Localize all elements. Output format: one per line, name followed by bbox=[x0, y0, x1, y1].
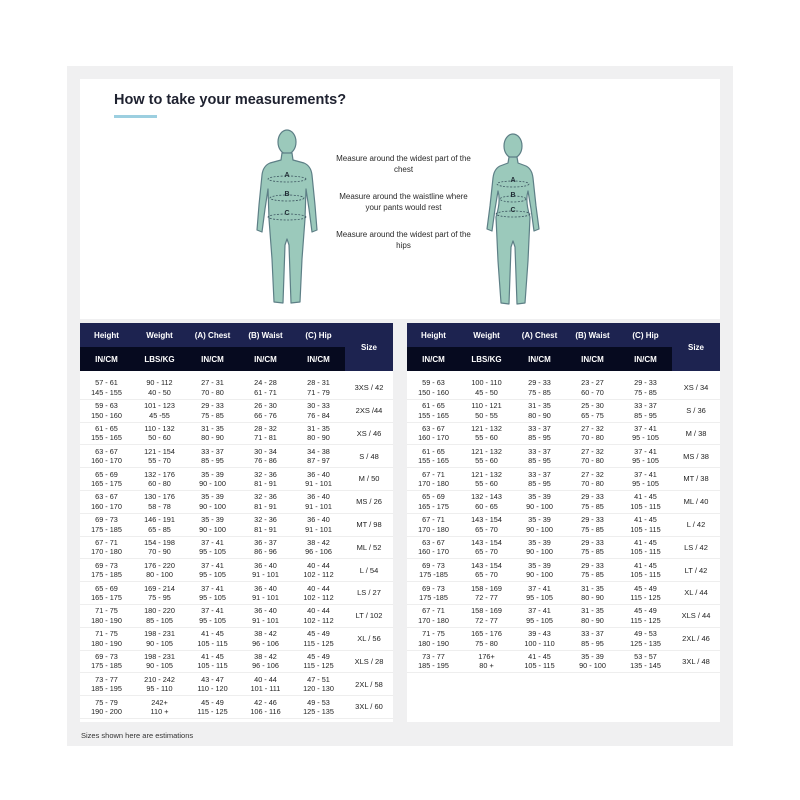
cell-hip: 41 - 45 105 - 115 bbox=[619, 536, 672, 559]
cell-weight: 198 - 231 90 - 105 bbox=[133, 650, 186, 673]
cell-chest: 35 - 39 90 - 100 bbox=[513, 536, 566, 559]
cell-hip: 41 - 45 105 - 115 bbox=[619, 490, 672, 513]
cell-waist: 40 - 44 101 - 111 bbox=[239, 673, 292, 696]
cell-chest: 41 - 45 105 - 115 bbox=[186, 627, 239, 650]
cell-size: LS / 42 bbox=[672, 536, 720, 559]
page-title: How to take your measurements? bbox=[114, 92, 347, 108]
cell-height: 63 - 67 160 - 170 bbox=[80, 490, 133, 513]
cell-height: 69 - 73 175 -185 bbox=[407, 559, 460, 582]
cell-hip: 49 - 53 125 - 135 bbox=[619, 627, 672, 650]
table-row bbox=[80, 582, 393, 605]
cell-waist: 33 - 37 85 - 95 bbox=[566, 627, 619, 650]
cell-waist: 27 - 32 70 - 80 bbox=[566, 422, 619, 445]
waist-instruction: Measure around the waistline where your pants would rest bbox=[339, 192, 468, 212]
cell-weight: 90 - 112 40 - 50 bbox=[133, 377, 186, 399]
cell-size: MS / 26 bbox=[345, 490, 393, 513]
cell-height: 67 - 71 170 - 180 bbox=[407, 604, 460, 627]
cell-size: ML / 52 bbox=[345, 536, 393, 559]
cell-height: 59 - 63 150 - 160 bbox=[407, 377, 460, 399]
cell-size: S / 48 bbox=[345, 445, 393, 468]
header-weight: Weight bbox=[460, 323, 513, 347]
cell-hip: 29 - 33 75 - 85 bbox=[619, 377, 672, 399]
cell-chest: 31 - 35 80 - 90 bbox=[513, 399, 566, 422]
header-waist: (B) Waist bbox=[566, 323, 619, 347]
header-size: Size bbox=[345, 323, 393, 371]
cell-chest: 33 - 37 85 - 95 bbox=[186, 445, 239, 468]
cell-waist: 32 - 36 81 - 91 bbox=[239, 490, 292, 513]
cell-hip: 45 - 49 115 - 125 bbox=[292, 627, 345, 650]
female-body-figure bbox=[484, 131, 542, 309]
mens-size-table-body bbox=[80, 371, 393, 718]
cell-waist: 29 - 33 75 - 85 bbox=[566, 559, 619, 582]
cell-waist: 31 - 35 80 - 90 bbox=[566, 582, 619, 605]
table-row bbox=[407, 513, 720, 536]
cell-size: LS / 27 bbox=[345, 582, 393, 605]
header-chest: (A) Chest bbox=[513, 323, 566, 347]
cell-height: 63 - 67 160 - 170 bbox=[407, 536, 460, 559]
subheader-height-unit: IN/CM bbox=[407, 347, 460, 371]
cell-waist: 29 - 33 75 - 85 bbox=[566, 513, 619, 536]
cell-size: S / 36 bbox=[672, 399, 720, 422]
table-row bbox=[80, 673, 393, 696]
hip-instruction: Measure around the widest part of the hips bbox=[336, 230, 471, 250]
cell-size: MT / 98 bbox=[345, 513, 393, 536]
cell-hip: 47 - 51 120 - 130 bbox=[292, 673, 345, 696]
label-a-female: A bbox=[510, 177, 516, 184]
cell-size: 3XL / 60 bbox=[345, 696, 393, 719]
cell-chest: 37 - 41 95 - 105 bbox=[186, 536, 239, 559]
table-row bbox=[80, 513, 393, 536]
cell-waist: 29 - 33 75 - 85 bbox=[566, 490, 619, 513]
cell-hip: 45 - 49 115 - 125 bbox=[619, 582, 672, 605]
chest-instruction: Measure around the widest part of the chest bbox=[336, 154, 471, 174]
cell-weight: 198 - 231 90 - 105 bbox=[133, 627, 186, 650]
cell-hip: 34 - 38 87 - 97 bbox=[292, 445, 345, 468]
cell-chest: 37 - 41 95 - 105 bbox=[186, 604, 239, 627]
cell-weight: 169 - 214 75 - 95 bbox=[133, 582, 186, 605]
cell-height: 67 - 71 170 - 180 bbox=[80, 536, 133, 559]
cell-chest: 33 - 37 85 - 95 bbox=[513, 445, 566, 468]
cell-size: XLS / 44 bbox=[672, 604, 720, 627]
title-underline bbox=[114, 115, 157, 118]
cell-hip: 45 - 49 115 - 125 bbox=[292, 650, 345, 673]
cell-size: 3XS / 42 bbox=[345, 377, 393, 399]
cell-weight: 100 - 110 45 - 50 bbox=[460, 377, 513, 399]
cell-height: 75 - 79 190 - 200 bbox=[80, 696, 133, 719]
subheader-chest-unit: IN/CM bbox=[186, 347, 239, 371]
cell-size: 3XL / 48 bbox=[672, 650, 720, 673]
cell-size: XLS / 28 bbox=[345, 650, 393, 673]
table-row bbox=[80, 490, 393, 513]
cell-weight: 176 - 220 80 - 100 bbox=[133, 559, 186, 582]
cell-chest: 35 - 39 90 - 100 bbox=[513, 513, 566, 536]
header-size: Size bbox=[672, 323, 720, 371]
table-row bbox=[407, 650, 720, 673]
subheader-height-unit: IN/CM bbox=[80, 347, 133, 371]
table-row bbox=[407, 422, 720, 445]
table-row bbox=[80, 377, 393, 399]
womens-size-table bbox=[407, 323, 720, 673]
cell-weight: 158 - 169 72 - 77 bbox=[460, 604, 513, 627]
cell-hip: 40 - 44 102 - 112 bbox=[292, 582, 345, 605]
table-row bbox=[407, 490, 720, 513]
cell-hip: 37 - 41 95 - 105 bbox=[619, 422, 672, 445]
header-height: Height bbox=[407, 323, 460, 347]
cell-size: MS / 38 bbox=[672, 445, 720, 468]
cell-waist: 28 - 32 71 - 81 bbox=[239, 422, 292, 445]
table-row bbox=[407, 582, 720, 605]
cell-hip: 36 - 40 91 - 101 bbox=[292, 490, 345, 513]
cell-height: 69 - 73 175 - 185 bbox=[80, 513, 133, 536]
cell-waist: 38 - 42 96 - 106 bbox=[239, 650, 292, 673]
cell-weight: 132 - 143 60 - 65 bbox=[460, 490, 513, 513]
table-row bbox=[407, 559, 720, 582]
table-row bbox=[407, 627, 720, 650]
cell-weight: 101 - 123 45 -55 bbox=[133, 399, 186, 422]
subheader-chest-unit: IN/CM bbox=[513, 347, 566, 371]
cell-weight: 146 - 191 65 - 85 bbox=[133, 513, 186, 536]
cell-waist: 25 - 30 65 - 75 bbox=[566, 399, 619, 422]
table-row bbox=[80, 399, 393, 422]
cell-height: 73 - 77 185 - 195 bbox=[80, 673, 133, 696]
cell-hip: 45 - 49 115 - 125 bbox=[619, 604, 672, 627]
cell-chest: 39 - 43 100 - 110 bbox=[513, 627, 566, 650]
cell-height: 73 - 77 185 - 195 bbox=[407, 650, 460, 673]
cell-hip: 40 - 44 102 - 112 bbox=[292, 604, 345, 627]
table-row bbox=[80, 536, 393, 559]
cell-waist: 42 - 46 106 - 116 bbox=[239, 696, 292, 719]
cell-height: 59 - 63 150 - 160 bbox=[80, 399, 133, 422]
table-row bbox=[80, 468, 393, 491]
cell-waist: 36 - 40 91 - 101 bbox=[239, 559, 292, 582]
cell-waist: 23 - 27 60 - 70 bbox=[566, 377, 619, 399]
cell-waist: 36 - 40 91 - 101 bbox=[239, 604, 292, 627]
label-a-male: A bbox=[284, 172, 290, 179]
cell-height: 67 - 71 170 - 180 bbox=[407, 468, 460, 491]
cell-hip: 53 - 57 135 - 145 bbox=[619, 650, 672, 673]
cell-weight: 121 - 132 55 - 60 bbox=[460, 468, 513, 491]
cell-chest: 33 - 37 85 - 95 bbox=[513, 422, 566, 445]
cell-height: 71 - 75 180 - 190 bbox=[407, 627, 460, 650]
cell-height: 57 - 61 145 - 155 bbox=[80, 377, 133, 399]
label-c-male: C bbox=[284, 210, 290, 217]
cell-waist: 32 - 36 81 - 91 bbox=[239, 513, 292, 536]
cell-chest: 35 - 39 90 - 100 bbox=[186, 490, 239, 513]
cell-hip: 49 - 53 125 - 135 bbox=[292, 696, 345, 719]
footnote: Sizes shown here are estimations bbox=[81, 731, 194, 740]
cell-size: XL / 44 bbox=[672, 582, 720, 605]
cell-waist: 27 - 32 70 - 80 bbox=[566, 468, 619, 491]
cell-height: 65 - 69 165 - 175 bbox=[80, 468, 133, 491]
cell-waist: 26 - 30 66 - 76 bbox=[239, 399, 292, 422]
cell-size: XS / 34 bbox=[672, 377, 720, 399]
table-row bbox=[407, 468, 720, 491]
table-row bbox=[407, 377, 720, 399]
cell-weight: 110 - 132 50 - 60 bbox=[133, 422, 186, 445]
cell-hip: 41 - 45 105 - 115 bbox=[619, 513, 672, 536]
cell-size: LT / 42 bbox=[672, 559, 720, 582]
cell-waist: 27 - 32 70 - 80 bbox=[566, 445, 619, 468]
cell-chest: 31 - 35 80 - 90 bbox=[186, 422, 239, 445]
cell-waist: 30 - 34 76 - 86 bbox=[239, 445, 292, 468]
cell-chest: 33 - 37 85 - 95 bbox=[513, 468, 566, 491]
cell-chest: 43 - 47 110 - 120 bbox=[186, 673, 239, 696]
cell-size: XS / 46 bbox=[345, 422, 393, 445]
cell-weight: 158 - 169 72 - 77 bbox=[460, 582, 513, 605]
cell-weight: 210 - 242 95 - 110 bbox=[133, 673, 186, 696]
cell-height: 61 - 65 155 - 165 bbox=[80, 422, 133, 445]
cell-waist: 38 - 42 96 - 106 bbox=[239, 627, 292, 650]
cell-size: M / 38 bbox=[672, 422, 720, 445]
header-waist: (B) Waist bbox=[239, 323, 292, 347]
cell-height: 65 - 69 165 - 175 bbox=[407, 490, 460, 513]
cell-size: L / 54 bbox=[345, 559, 393, 582]
cell-chest: 41 - 45 105 - 115 bbox=[186, 650, 239, 673]
cell-height: 69 - 73 175 - 185 bbox=[80, 650, 133, 673]
cell-weight: 121 - 132 55 - 60 bbox=[460, 445, 513, 468]
table-row bbox=[80, 559, 393, 582]
header-hip: (C) Hip bbox=[292, 323, 345, 347]
cell-chest: 37 - 41 95 - 105 bbox=[513, 582, 566, 605]
cell-waist: 24 - 28 61 - 71 bbox=[239, 377, 292, 399]
cell-hip: 37 - 41 95 - 105 bbox=[619, 468, 672, 491]
header-weight: Weight bbox=[133, 323, 186, 347]
cell-size: L / 42 bbox=[672, 513, 720, 536]
subheader-weight-unit: LBS/KG bbox=[460, 347, 513, 371]
cell-chest: 37 - 41 95 - 105 bbox=[513, 604, 566, 627]
cell-weight: 165 - 176 75 - 80 bbox=[460, 627, 513, 650]
cell-waist: 32 - 36 81 - 91 bbox=[239, 468, 292, 491]
cell-height: 71 - 75 180 - 190 bbox=[80, 604, 133, 627]
cell-hip: 31 - 35 80 - 90 bbox=[292, 422, 345, 445]
table-row bbox=[407, 399, 720, 422]
table-row bbox=[407, 604, 720, 627]
table-row bbox=[80, 422, 393, 445]
subheader-weight-unit: LBS/KG bbox=[133, 347, 186, 371]
cell-height: 65 - 69 165 - 175 bbox=[80, 582, 133, 605]
cell-weight: 121 - 154 55 - 70 bbox=[133, 445, 186, 468]
cell-height: 61 - 65 155 - 165 bbox=[407, 445, 460, 468]
cell-weight: 154 - 198 70 - 90 bbox=[133, 536, 186, 559]
cell-hip: 28 - 31 71 - 79 bbox=[292, 377, 345, 399]
label-b-male: B bbox=[284, 191, 290, 198]
cell-size: 2XL / 58 bbox=[345, 673, 393, 696]
mens-size-table bbox=[80, 323, 393, 719]
cell-height: 71 - 75 180 - 190 bbox=[80, 627, 133, 650]
cell-weight: 180 - 220 85 - 105 bbox=[133, 604, 186, 627]
cell-chest: 35 - 39 90 - 100 bbox=[513, 490, 566, 513]
cell-size: 2XS /44 bbox=[345, 399, 393, 422]
cell-size: ML / 40 bbox=[672, 490, 720, 513]
cell-weight: 132 - 176 60 - 80 bbox=[133, 468, 186, 491]
cell-hip: 36 - 40 91 - 101 bbox=[292, 513, 345, 536]
header-hip: (C) Hip bbox=[619, 323, 672, 347]
table-row bbox=[80, 650, 393, 673]
cell-size: MT / 38 bbox=[672, 468, 720, 491]
cell-height: 63 - 67 160 - 170 bbox=[407, 422, 460, 445]
label-c-female: C bbox=[510, 207, 516, 214]
cell-chest: 27 - 31 70 - 80 bbox=[186, 377, 239, 399]
cell-weight: 176+ 80 + bbox=[460, 650, 513, 673]
cell-chest: 29 - 33 75 - 85 bbox=[186, 399, 239, 422]
womens-size-table-panel bbox=[407, 323, 720, 722]
table-row bbox=[80, 604, 393, 627]
womens-size-table-body bbox=[407, 371, 720, 673]
cell-chest: 37 - 41 95 - 105 bbox=[186, 582, 239, 605]
cell-chest: 41 - 45 105 - 115 bbox=[513, 650, 566, 673]
cell-weight: 143 - 154 65 - 70 bbox=[460, 536, 513, 559]
cell-weight: 143 - 154 65 - 70 bbox=[460, 559, 513, 582]
cell-chest: 35 - 39 90 - 100 bbox=[186, 513, 239, 536]
cell-height: 69 - 73 175 - 185 bbox=[80, 559, 133, 582]
table-row bbox=[80, 445, 393, 468]
cell-chest: 37 - 41 95 - 105 bbox=[186, 559, 239, 582]
cell-weight: 242+ 110 + bbox=[133, 696, 186, 719]
cell-waist: 29 - 33 75 - 85 bbox=[566, 536, 619, 559]
cell-hip: 33 - 37 85 - 95 bbox=[619, 399, 672, 422]
table-row bbox=[407, 536, 720, 559]
cell-height: 69 - 73 175 -185 bbox=[407, 582, 460, 605]
cell-waist: 36 - 37 86 - 96 bbox=[239, 536, 292, 559]
header-height: Height bbox=[80, 323, 133, 347]
cell-chest: 35 - 39 90 - 100 bbox=[513, 559, 566, 582]
cell-weight: 143 - 154 65 - 70 bbox=[460, 513, 513, 536]
table-row bbox=[80, 627, 393, 650]
cell-waist: 36 - 40 91 - 101 bbox=[239, 582, 292, 605]
cell-size: M / 50 bbox=[345, 468, 393, 491]
cell-hip: 30 - 33 76 - 84 bbox=[292, 399, 345, 422]
cell-waist: 35 - 39 90 - 100 bbox=[566, 650, 619, 673]
cell-hip: 37 - 41 95 - 105 bbox=[619, 445, 672, 468]
cell-height: 61 - 65 155 - 165 bbox=[407, 399, 460, 422]
subheader-waist-unit: IN/CM bbox=[239, 347, 292, 371]
cell-chest: 35 - 39 90 - 100 bbox=[186, 468, 239, 491]
cell-hip: 41 - 45 105 - 115 bbox=[619, 559, 672, 582]
table-row bbox=[80, 696, 393, 719]
cell-weight: 121 - 132 55 - 60 bbox=[460, 422, 513, 445]
cell-height: 67 - 71 170 - 180 bbox=[407, 513, 460, 536]
cell-chest: 45 - 49 115 - 125 bbox=[186, 696, 239, 719]
cell-weight: 110 - 121 50 - 55 bbox=[460, 399, 513, 422]
subheader-waist-unit: IN/CM bbox=[566, 347, 619, 371]
male-body-figure bbox=[254, 127, 320, 309]
cell-hip: 40 - 44 102 - 112 bbox=[292, 559, 345, 582]
subheader-hip-unit: IN/CM bbox=[619, 347, 672, 371]
cell-hip: 36 - 40 91 - 101 bbox=[292, 468, 345, 491]
cell-waist: 31 - 35 80 - 90 bbox=[566, 604, 619, 627]
cell-height: 63 - 67 160 - 170 bbox=[80, 445, 133, 468]
subheader-hip-unit: IN/CM bbox=[292, 347, 345, 371]
cell-chest: 29 - 33 75 - 85 bbox=[513, 377, 566, 399]
label-b-female: B bbox=[510, 192, 516, 199]
cell-size: 2XL / 46 bbox=[672, 627, 720, 650]
table-row bbox=[407, 445, 720, 468]
mens-size-table-panel bbox=[80, 323, 393, 722]
cell-weight: 130 - 176 58 - 78 bbox=[133, 490, 186, 513]
cell-size: XL / 56 bbox=[345, 627, 393, 650]
cell-size: LT / 102 bbox=[345, 604, 393, 627]
header-chest: (A) Chest bbox=[186, 323, 239, 347]
cell-hip: 38 - 42 96 - 106 bbox=[292, 536, 345, 559]
